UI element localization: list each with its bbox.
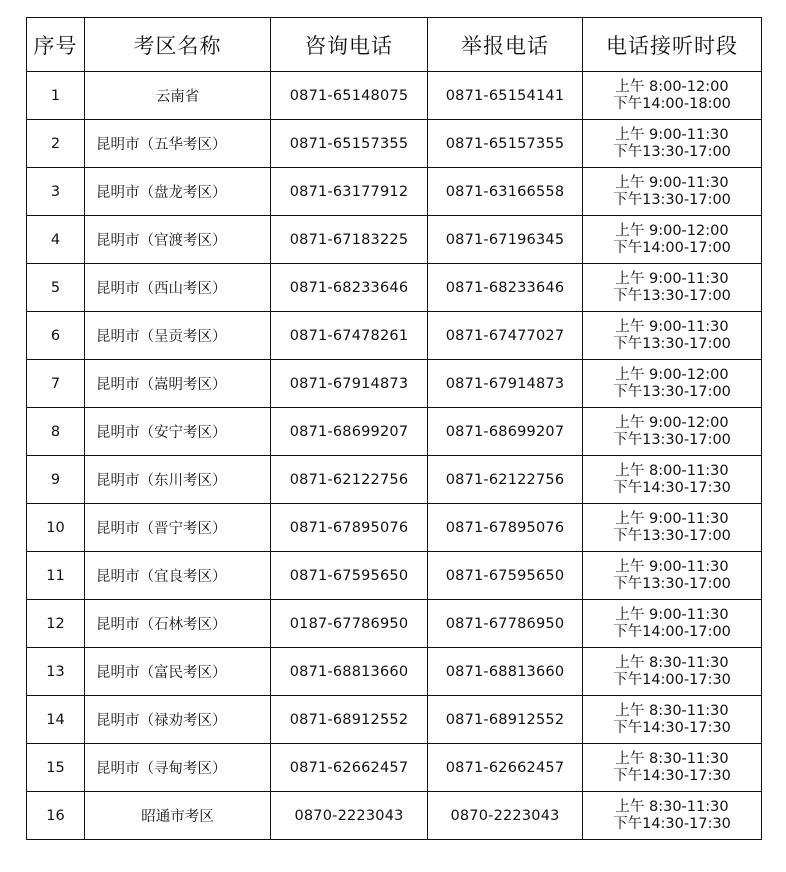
district-name: 昆明市（盘龙考区） [85, 168, 271, 216]
report-phone: 0871-68233646 [428, 264, 583, 312]
morning-hours: 上午 8:30-11:30 [615, 750, 729, 767]
afternoon-hours: 下午14:30-17:30 [613, 815, 731, 832]
answer-hours [583, 696, 762, 744]
exam-district-contact-table [26, 17, 762, 840]
report-phone: 0871-67895076 [428, 504, 583, 552]
consult-phone: 0871-67478261 [271, 312, 428, 360]
morning-hours: 上午 8:30-11:30 [615, 654, 729, 671]
row-index: 7 [27, 360, 85, 408]
table-row [27, 360, 762, 408]
table-row [27, 312, 762, 360]
answer-hours [583, 408, 762, 456]
table-row [27, 552, 762, 600]
row-index: 3 [27, 168, 85, 216]
answer-hours [583, 360, 762, 408]
consult-phone: 0187-67786950 [271, 600, 428, 648]
consult-phone: 0871-68699207 [271, 408, 428, 456]
morning-hours: 上午 8:30-11:30 [615, 702, 729, 719]
answer-hours [583, 600, 762, 648]
table-row [27, 72, 762, 120]
consult-phone: 0871-67914873 [271, 360, 428, 408]
row-index: 8 [27, 408, 85, 456]
report-phone: 0870-2223043 [428, 792, 583, 840]
answer-hours [583, 216, 762, 264]
morning-hours: 上午 8:00-12:00 [615, 78, 729, 95]
afternoon-hours: 下午13:30-17:00 [613, 191, 731, 208]
header-consult-phone: 咨询电话 [271, 18, 428, 72]
consult-phone: 0871-67183225 [271, 216, 428, 264]
district-name: 昆明市（嵩明考区） [85, 360, 271, 408]
consult-phone: 0871-63177912 [271, 168, 428, 216]
report-phone: 0871-67477027 [428, 312, 583, 360]
district-name: 昆明市（东川考区） [85, 456, 271, 504]
answer-hours [583, 168, 762, 216]
district-name: 昆明市（西山考区） [85, 264, 271, 312]
report-phone: 0871-67914873 [428, 360, 583, 408]
district-name: 昆明市（安宁考区） [85, 408, 271, 456]
answer-hours [583, 264, 762, 312]
afternoon-hours: 下午13:30-17:00 [613, 143, 731, 160]
district-name: 昆明市（富民考区） [85, 648, 271, 696]
district-name: 昆明市（寻甸考区） [85, 744, 271, 792]
report-phone: 0871-68699207 [428, 408, 583, 456]
answer-hours [583, 552, 762, 600]
table-row [27, 792, 762, 840]
report-phone: 0871-68813660 [428, 648, 583, 696]
district-name: 昆明市（五华考区） [85, 120, 271, 168]
morning-hours: 上午 9:00-11:30 [615, 270, 729, 287]
report-phone: 0871-67196345 [428, 216, 583, 264]
table-row [27, 696, 762, 744]
row-index: 5 [27, 264, 85, 312]
district-name: 昆明市（晋宁考区） [85, 504, 271, 552]
row-index: 9 [27, 456, 85, 504]
consult-phone: 0871-67895076 [271, 504, 428, 552]
afternoon-hours: 下午13:30-17:00 [613, 527, 731, 544]
morning-hours: 上午 8:30-11:30 [615, 798, 729, 815]
morning-hours: 上午 9:00-12:00 [615, 366, 729, 383]
district-name: 昆明市（禄劝考区） [85, 696, 271, 744]
morning-hours: 上午 9:00-11:30 [615, 606, 729, 623]
afternoon-hours: 下午14:30-17:30 [613, 767, 731, 784]
row-index: 12 [27, 600, 85, 648]
row-index: 6 [27, 312, 85, 360]
consult-phone: 0871-68233646 [271, 264, 428, 312]
report-phone: 0871-65154141 [428, 72, 583, 120]
afternoon-hours: 下午14:00-17:00 [613, 623, 731, 640]
report-phone: 0871-65157355 [428, 120, 583, 168]
header-answer-hours: 电话接听时段 [583, 18, 762, 72]
table-body [27, 72, 762, 840]
afternoon-hours: 下午13:30-17:00 [613, 383, 731, 400]
morning-hours: 上午 9:00-11:30 [615, 510, 729, 527]
morning-hours: 上午 9:00-11:30 [615, 318, 729, 335]
answer-hours [583, 120, 762, 168]
morning-hours: 上午 9:00-12:00 [615, 414, 729, 431]
header-report-phone: 举报电话 [428, 18, 583, 72]
report-phone: 0871-62122756 [428, 456, 583, 504]
table-row [27, 744, 762, 792]
consult-phone: 0871-62662457 [271, 744, 428, 792]
answer-hours [583, 504, 762, 552]
table-row [27, 264, 762, 312]
answer-hours [583, 648, 762, 696]
afternoon-hours: 下午14:30-17:30 [613, 479, 731, 496]
consult-phone: 0871-65148075 [271, 72, 428, 120]
consult-phone: 0871-65157355 [271, 120, 428, 168]
report-phone: 0871-62662457 [428, 744, 583, 792]
header-district-name: 考区名称 [85, 18, 271, 72]
answer-hours [583, 456, 762, 504]
district-name: 昭通市考区 [85, 792, 271, 840]
answer-hours [583, 312, 762, 360]
table-header-row [27, 18, 762, 72]
report-phone: 0871-67595650 [428, 552, 583, 600]
row-index: 14 [27, 696, 85, 744]
report-phone: 0871-68912552 [428, 696, 583, 744]
afternoon-hours: 下午14:00-17:00 [613, 239, 731, 256]
consult-phone: 0871-68912552 [271, 696, 428, 744]
answer-hours [583, 744, 762, 792]
afternoon-hours: 下午13:30-17:00 [613, 575, 731, 592]
consult-phone: 0871-67595650 [271, 552, 428, 600]
report-phone: 0871-63166558 [428, 168, 583, 216]
row-index: 10 [27, 504, 85, 552]
table-row [27, 504, 762, 552]
district-name: 昆明市（宜良考区） [85, 552, 271, 600]
afternoon-hours: 下午14:30-17:30 [613, 719, 731, 736]
row-index: 13 [27, 648, 85, 696]
table-row [27, 120, 762, 168]
consult-phone: 0871-62122756 [271, 456, 428, 504]
row-index: 1 [27, 72, 85, 120]
consult-phone: 0870-2223043 [271, 792, 428, 840]
morning-hours: 上午 9:00-11:30 [615, 558, 729, 575]
contact-table-container [26, 17, 762, 840]
answer-hours [583, 72, 762, 120]
consult-phone: 0871-68813660 [271, 648, 428, 696]
district-name: 昆明市（呈贡考区） [85, 312, 271, 360]
row-index: 15 [27, 744, 85, 792]
afternoon-hours: 下午13:30-17:00 [613, 335, 731, 352]
district-name: 昆明市（石林考区） [85, 600, 271, 648]
row-index: 2 [27, 120, 85, 168]
morning-hours: 上午 9:00-12:00 [615, 222, 729, 239]
district-name: 昆明市（官渡考区） [85, 216, 271, 264]
afternoon-hours: 下午14:00-18:00 [613, 95, 731, 112]
table-row [27, 648, 762, 696]
report-phone: 0871-67786950 [428, 600, 583, 648]
row-index: 16 [27, 792, 85, 840]
afternoon-hours: 下午14:00-17:30 [613, 671, 731, 688]
answer-hours [583, 792, 762, 840]
table-row [27, 600, 762, 648]
morning-hours: 上午 9:00-11:30 [615, 174, 729, 191]
afternoon-hours: 下午13:30-17:00 [613, 287, 731, 304]
district-name: 云南省 [85, 72, 271, 120]
afternoon-hours: 下午13:30-17:00 [613, 431, 731, 448]
table-row [27, 216, 762, 264]
morning-hours: 上午 9:00-11:30 [615, 126, 729, 143]
table-row [27, 456, 762, 504]
morning-hours: 上午 8:00-11:30 [615, 462, 729, 479]
table-row [27, 168, 762, 216]
row-index: 11 [27, 552, 85, 600]
row-index: 4 [27, 216, 85, 264]
header-index: 序号 [27, 18, 85, 72]
table-row [27, 408, 762, 456]
